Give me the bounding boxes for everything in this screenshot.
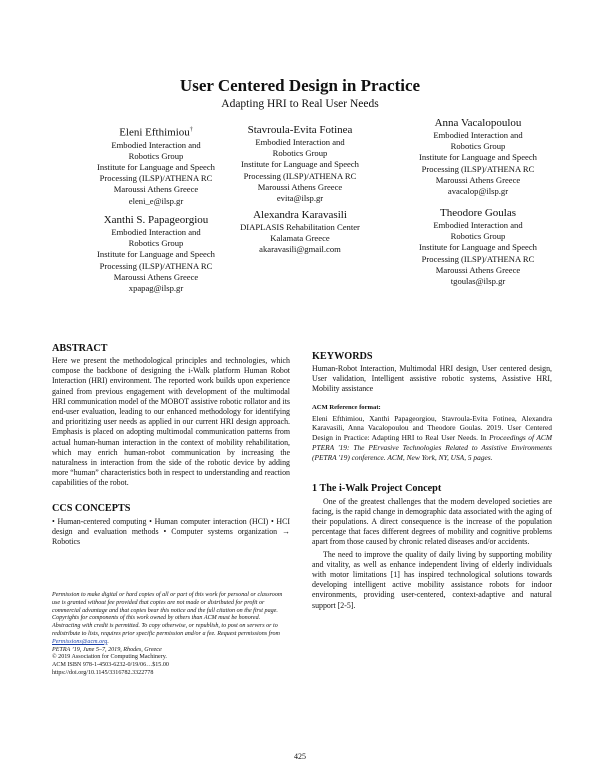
ccs-text: • Human-centered computing • Human computer interaction (HCI) • HCI design and evaluation methods • Computer systems organization → Robotics: [52, 516, 290, 547]
permission-block: [52, 592, 290, 678]
acm-ref-italic: Proceedings of ACM PTERA '19: The PErvasive Technologies Related to Assistive Environments (PETRA '19) conference. ACM, New York, NY, USA, 5 pages.: [312, 433, 552, 462]
acm-ref-plain: Eleni Efthimiou, Xanthi Papageorgiou, Stavroula-Evita Fotinea, Alexandra Karavasili, Anna Vacalopoulou and Theodore Goulas. 2019. User Centered Design in Practice: Adapting HRI to Real User Needs. In: [312, 413, 552, 443]
author-line: Processing (ILSP)/ATHENA RC: [243, 170, 357, 181]
author-name: Eleni Efthimiou: [119, 126, 190, 139]
author-name: Alexandra Karavasili: [253, 209, 347, 221]
abstract-text: Here we present the methodological principles and technologies, which compose the backbone of designing the i-Walk platform Human Robot Interaction (HRI) environment. The reported work builds upon experience gained from previous engagement with development of the multimodal HRI communication model of the MOBOT assistive robotic rollator and its end-user evaluation, leading to our enhanced methodology for identifying and prioritizing user needs as applied in our current HRI design approach. Emphasis is placed on adopting multimodal communication patterns from actual human-human interaction in the context of mobility rehabilitation, which may enrich human-robot communication by increasing the naturalness in interaction from the side of the robotic device by adding more “human” characteristics both in respect to understanding and reaction capabilities of the robot.: [52, 356, 290, 488]
keywords-heading: KEYWORDS: [312, 351, 373, 362]
permission-notice: [52, 592, 290, 647]
author-block: [393, 207, 563, 287]
author-name: Anna Vacalopoulou: [434, 117, 522, 129]
author-block: [393, 117, 563, 197]
author-line: Maroussi Athens Greece: [257, 181, 343, 192]
author-name: Xanthi S. Papageorgiou: [103, 214, 209, 226]
permission-end: .: [107, 638, 109, 645]
author-line: Robotics Group: [450, 231, 506, 242]
author-name: Stavroula-Evita Fotinea: [247, 124, 353, 136]
author-line: Maroussi Athens Greece: [435, 264, 521, 275]
permission-email-link[interactable]: Permissions@acm.org: [52, 638, 108, 645]
author-line: Embodied Interaction and: [433, 220, 523, 230]
author-line: Robotics Group: [450, 141, 506, 152]
author-line: Maroussi Athens Greece: [435, 174, 521, 185]
keywords-text: Human-Robot Interaction, Multimodal HRI design, User centered design, User validation, Intelligent assistive robotic systems, Assistive HRI, Mobility assistance: [312, 364, 552, 394]
abstract-heading: ABSTRACT: [52, 343, 108, 354]
author-line: Embodied Interaction and: [433, 130, 523, 140]
author-block: [215, 124, 385, 204]
author-line: Processing (ILSP)/ATHENA RC: [99, 260, 213, 271]
author-line: Maroussi Athens Greece: [113, 184, 199, 195]
author-email[interactable]: evita@ilsp.gr: [276, 193, 324, 204]
author-line: Institute for Language and Speech: [419, 152, 537, 163]
author-email[interactable]: eleni_e@ilsp.gr: [128, 195, 184, 206]
author-line: Institute for Language and Speech: [97, 162, 215, 173]
author-email[interactable]: akaravasili@gmail.com: [259, 244, 341, 255]
copyright-line: © 2019 Association for Computing Machinery.: [52, 654, 167, 661]
author-line: Kalamata Greece: [270, 233, 330, 244]
author-dagger: †: [189, 127, 193, 133]
section1-heading: 1 The i-Walk Project Concept: [312, 482, 442, 494]
section1-paragraph-1: One of the greatest challenges that the modern developed societies are facing, is the rapid change in demographic data associated with the aging of their populations. A direct consequence is the increase of the population percentage that faces different degrees of mobility and cognitive problems apart from those caused by chronic related diseases and/or accidents.: [312, 496, 552, 547]
author-line: Processing (ILSP)/ATHENA RC: [99, 173, 213, 184]
author-line: Institute for Language and Speech: [241, 159, 359, 170]
page-number: 425: [294, 752, 306, 761]
author-line: Processing (ILSP)/ATHENA RC: [421, 163, 535, 174]
right-column: [312, 351, 552, 611]
ccs-heading: CCS CONCEPTS: [52, 502, 131, 514]
section1-paragraph-2: The need to improve the quality of daily living by supporting mobility and vitality, as well as enhance independent living of elderly individuals with motor limitations [1] has inspired technological solutions towards developing intelligent active mobility assistance robots for indoor environments, providing user-centered, context-adaptive and natural support [2-5].: [312, 549, 552, 610]
acm-ref-text: [312, 414, 552, 463]
author-line: Institute for Language and Speech: [97, 249, 215, 260]
author-block: [215, 209, 385, 256]
author-line: Institute for Language and Speech: [419, 242, 537, 253]
author-email[interactable]: xpapag@ilsp.gr: [128, 283, 184, 294]
author-line: Robotics Group: [128, 150, 184, 161]
paper-subtitle: Adapting HRI to Real User Needs: [221, 98, 379, 110]
isbn-line: ACM ISBN 978-1-4503-6232-0/19/06…$15.00: [52, 662, 169, 669]
doi-line[interactable]: https://doi.org/10.1145/3316782.3322778: [52, 669, 154, 676]
author-line: Robotics Group: [128, 238, 184, 249]
left-column: [52, 343, 290, 547]
paper-title: User Centered Design in Practice: [179, 76, 421, 95]
author-line: DIAPLASIS Rehabilitation Center: [240, 222, 360, 232]
acm-ref-heading: ACM Reference format:: [312, 403, 381, 411]
author-name: Theodore Goulas: [439, 207, 517, 219]
author-line: Embodied Interaction and: [111, 227, 201, 237]
author-line: Embodied Interaction and: [111, 139, 201, 150]
author-line: Embodied Interaction and: [255, 137, 345, 147]
permission-text: Permission to make digital or hard copies of all or part of this work for personal or classroom use is granted without fee provided that copies are not made or distributed for profit or commercial advantage and that copies bear this notice and the full citation on the first page. Copyrights for components of this work owned by others than ACM must be honored. Abstracting with credit is permitted. To copy otherwise, or republish, to post on servers or to redistribute to lists, requires prior specific permission and/or a fee. Request permissions from: [52, 592, 283, 637]
author-email[interactable]: avacalop@ilsp.gr: [447, 186, 509, 197]
author-line: Processing (ILSP)/ATHENA RC: [421, 253, 535, 264]
author-email[interactable]: tgoulas@ilsp.gr: [450, 276, 506, 287]
author-line: Maroussi Athens Greece: [113, 271, 199, 282]
venue-line: PETRA ’19, June 5–7, 2019, Rhodes, Greece: [52, 646, 162, 653]
author-line: Robotics Group: [272, 148, 328, 159]
